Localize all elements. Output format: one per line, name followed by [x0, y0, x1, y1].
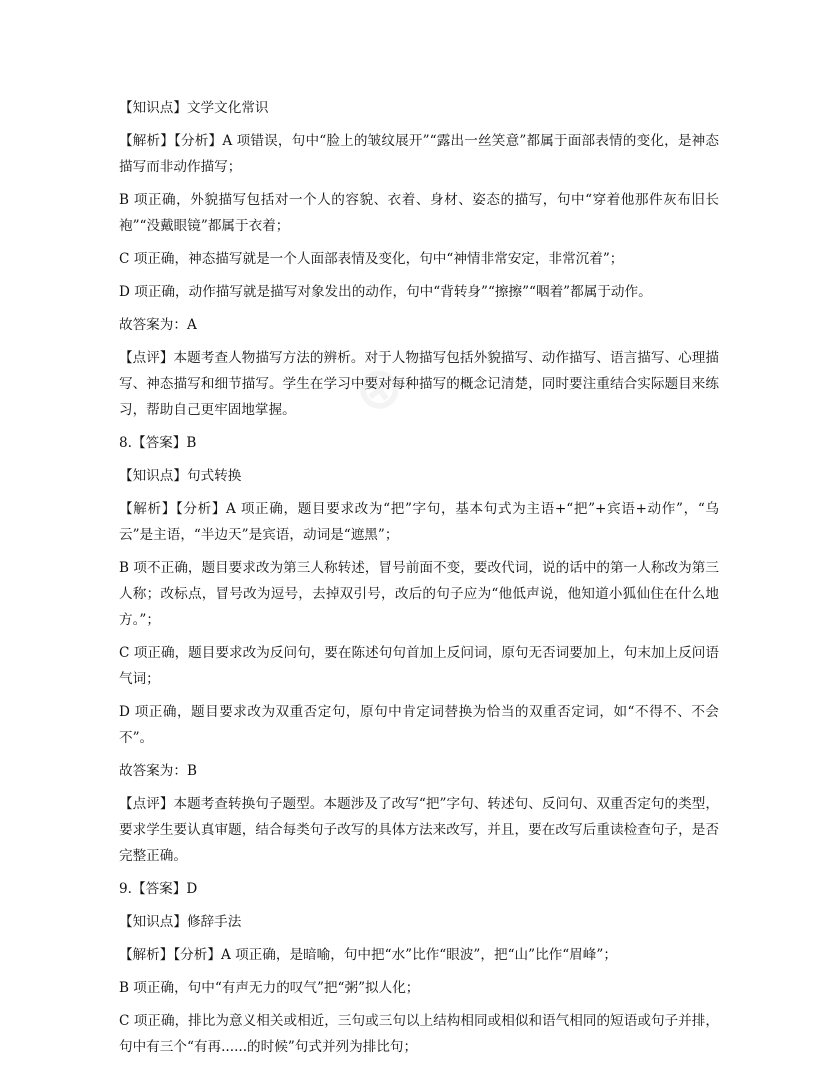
option-c-8: C 项正确，题目要求改为反问句，要在陈述句句首加上反问词，原句无否词要加上，句末加上反问语气词； [119, 645, 719, 687]
watermark: ⊕ [338, 341, 425, 430]
knowledge-point-7: 【知识点】文学文化常识 [119, 100, 269, 116]
option-d-8: D 项正确，题目要求改为双重否定句，原句中肯定词替换为恰当的双重否定词，如“不得不、不会不”。 [119, 704, 719, 746]
knowledge-point-8: 【知识点】句式转换 [119, 468, 242, 484]
knowledge-point-9: 【知识点】修辞手法 [119, 914, 242, 930]
option-b-9: B 项正确，句中“有声无力的叹气”把“粥”拟人化； [119, 980, 420, 996]
comment-8: 【点评】本题考查转换句子题型。本题涉及了改写“把”字句、转述句、反问句、双重否定句的类型，要求学生要认真审题，结合每类句子改写的具体方法来改写，并且，要在改写后重读检查句子，是否完整正确。 [119, 796, 719, 864]
final-answer-7: 故答案为：A [119, 317, 197, 333]
comment-7: 【点评】本题考查人物描写方法的辨析。对于人物描写包括外貌描写、动作描写、语言描写、心理描写、神态描写和细节描写。学生在学习中要对每种描写的概念记清楚，同时要注重结合实际题目来练习，帮助自己更牢固地掌握。 [119, 350, 719, 418]
final-answer-8: 故答案为：B [119, 763, 197, 779]
analysis-7: 【解析】【分析】A 项错误，句中“脸上的皱纹展开”“露出一丝笑意”都属于面部表情的变化，是神态描写而非动作描写； [119, 133, 719, 175]
answer-explanation-body [119, 95, 719, 1067]
option-d-7: D 项正确，动作描写就是描写对象发出的动作，句中“背转身”“擦擦”“咽着”都属于动作。 [119, 284, 652, 300]
option-b-8: B 项不正确，题目要求改为第三人称转述，冒号前面不变，要改代词，说的话中的第一人称改为第三人称；改标点，冒号改为逗号，去掉双引号，改后的句子应为“他低声说，他知道小狐仙住在什么地方。”； [119, 560, 719, 628]
option-c-7: C 项正确，神态描写就是一个人面部表情及变化，句中“神情非常安定，非常沉着”； [119, 251, 624, 267]
analysis-9: 【解析】【分析】A 项正确，是暗喻，句中把“水”比作“眼波”，把“山”比作“眉峰”； [119, 947, 617, 963]
answer-9: 9.【答案】D [119, 881, 198, 897]
answer-8: 8.【答案】B [119, 435, 197, 451]
analysis-8: 【解析】【分析】A 项正确，题目要求改为“把”字句，基本句式为主语+“把”+宾语+动作”，“乌云”是主语，“半边天”是宾语，动词是“遮黑”； [119, 501, 719, 543]
option-c-9: C 项正确，排比为意义相关或相近，三句或三句以上结构相同或相似和语气相同的短语或句子并排，句中有三个“有再......的时候”句式并列为排比句； [119, 1013, 719, 1055]
option-b-7: B 项正确，外貌描写包括对一个人的容貌、衣着、身材、姿态的描写，句中“穿着他那件灰布旧长袍”“没戴眼镜”都属于衣着； [119, 192, 719, 234]
